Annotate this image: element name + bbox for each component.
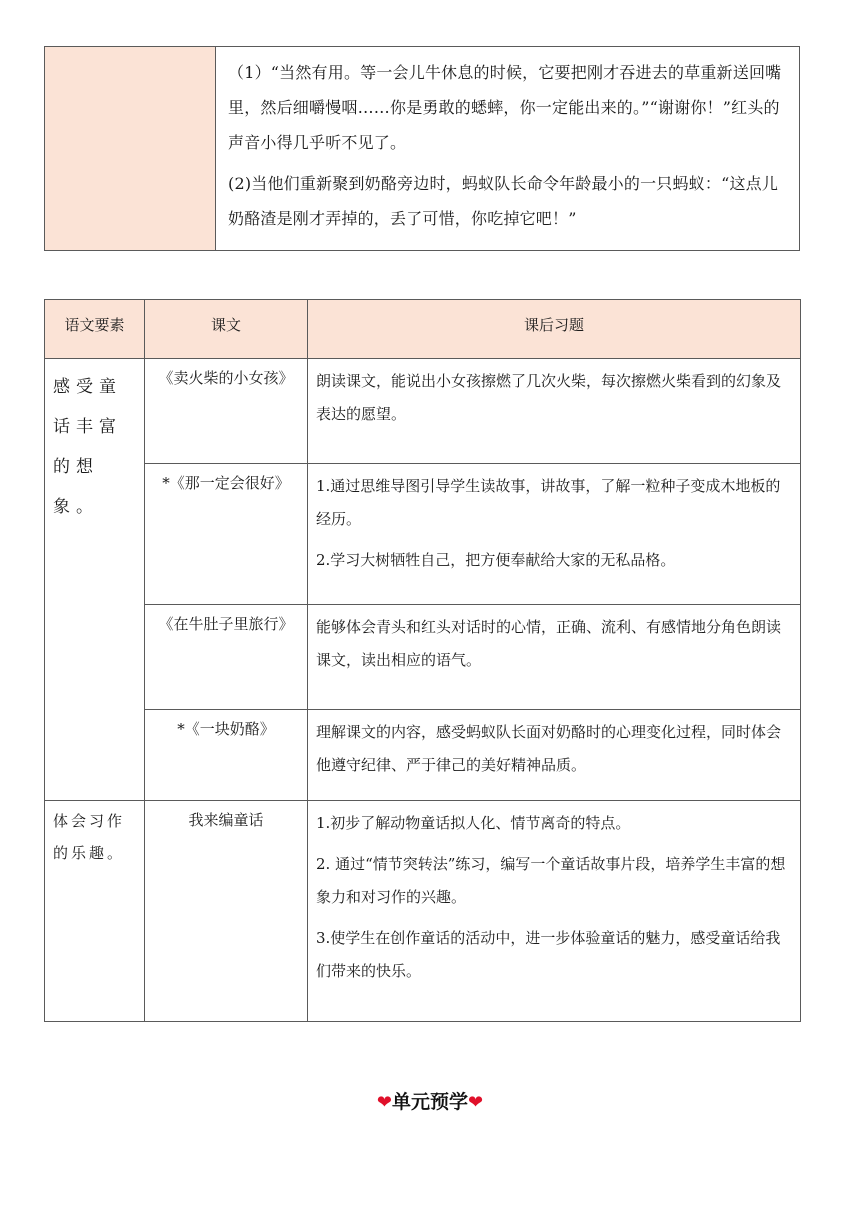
exercise-text: 3.使学生在创作童话的活动中，进一步体验童话的魅力，感受童话给我们带来的快乐。	[316, 929, 781, 980]
exercise-text: 能够体会青头和红头对话时的心情，正确、流利、有感情地分角色朗读课文，读出相应的语气。	[316, 618, 782, 669]
exercise-cell	[308, 359, 801, 464]
unit-goals-table	[44, 299, 801, 1022]
table-header-row	[45, 300, 801, 359]
exercise-text: 1.初步了解动物童话拟人化、情节离奇的特点。	[316, 814, 631, 832]
excerpt-table	[44, 46, 800, 251]
heart-icon: ❤	[376, 1092, 392, 1113]
exercise-text: 2. 通过“情节突转法”练习，编写一个童话故事片段，培养学生丰富的想象力和对习作的兴趣。	[316, 855, 786, 906]
exercise-cell	[308, 464, 801, 605]
lesson-cell: *《一块奶酪》	[145, 710, 308, 801]
section-heading-text: 单元预学	[391, 1091, 468, 1113]
table-row	[45, 801, 801, 1022]
table-row	[45, 605, 801, 710]
exercise-text: 朗读课文，能说出小女孩擦燃了几次火柴，每次擦燃火柴看到的幻象及表达的愿望。	[316, 372, 782, 423]
excerpt-content-cell	[216, 47, 800, 251]
header-lesson: 课文	[145, 300, 308, 359]
excerpt-side-cell	[45, 47, 216, 251]
table-row	[45, 710, 801, 801]
section-heading	[0, 1087, 860, 1114]
exercise-text: 2.学习大树牺牲自己，把方便奉献给大家的无私品格。	[316, 551, 676, 569]
excerpt-paragraph-1: （1）“当然有用。等一会儿牛休息的时候，它要把刚才吞进去的草重新送回嘴里，然后细嚼慢咽……你是勇敢的蟋蟀，你一定能出来的。”“谢谢你！”红头的声音小得几乎听不见了。	[228, 63, 782, 152]
table-row	[45, 464, 801, 605]
exercise-cell	[308, 710, 801, 801]
exercise-cell	[308, 801, 801, 1022]
lesson-cell: *《那一定会很好》	[145, 464, 308, 605]
heart-icon: ❤	[468, 1092, 484, 1113]
exercise-text: 1.通过思维导图引导学生读故事，讲故事，了解一粒种子变成木地板的经历。	[316, 477, 781, 528]
lesson-cell: 我来编童话	[145, 801, 308, 1022]
exercise-cell	[308, 605, 801, 710]
exercise-text: 理解课文的内容，感受蚂蚁队长面对奶酪时的心理变化过程，同时体会他遵守纪律、严于律己的美好精神品质。	[316, 723, 782, 774]
excerpt-paragraph-2: (2)当他们重新聚到奶酪旁边时，蚂蚁队长命令年龄最小的一只蚂蚁：“这点儿奶酪渣是刚才弄掉的，丢了可惜，你吃掉它吧！”	[228, 174, 779, 228]
table-row	[45, 359, 801, 464]
header-element: 语文要素	[45, 300, 145, 359]
element-cell-1: 感受童话丰富的想象。	[45, 359, 145, 801]
lesson-cell: 《在牛肚子里旅行》	[145, 605, 308, 710]
header-exercise: 课后习题	[308, 300, 801, 359]
lesson-cell: 《卖火柴的小女孩》	[145, 359, 308, 464]
element-cell-2: 体会习作的乐趣。	[45, 801, 145, 1022]
